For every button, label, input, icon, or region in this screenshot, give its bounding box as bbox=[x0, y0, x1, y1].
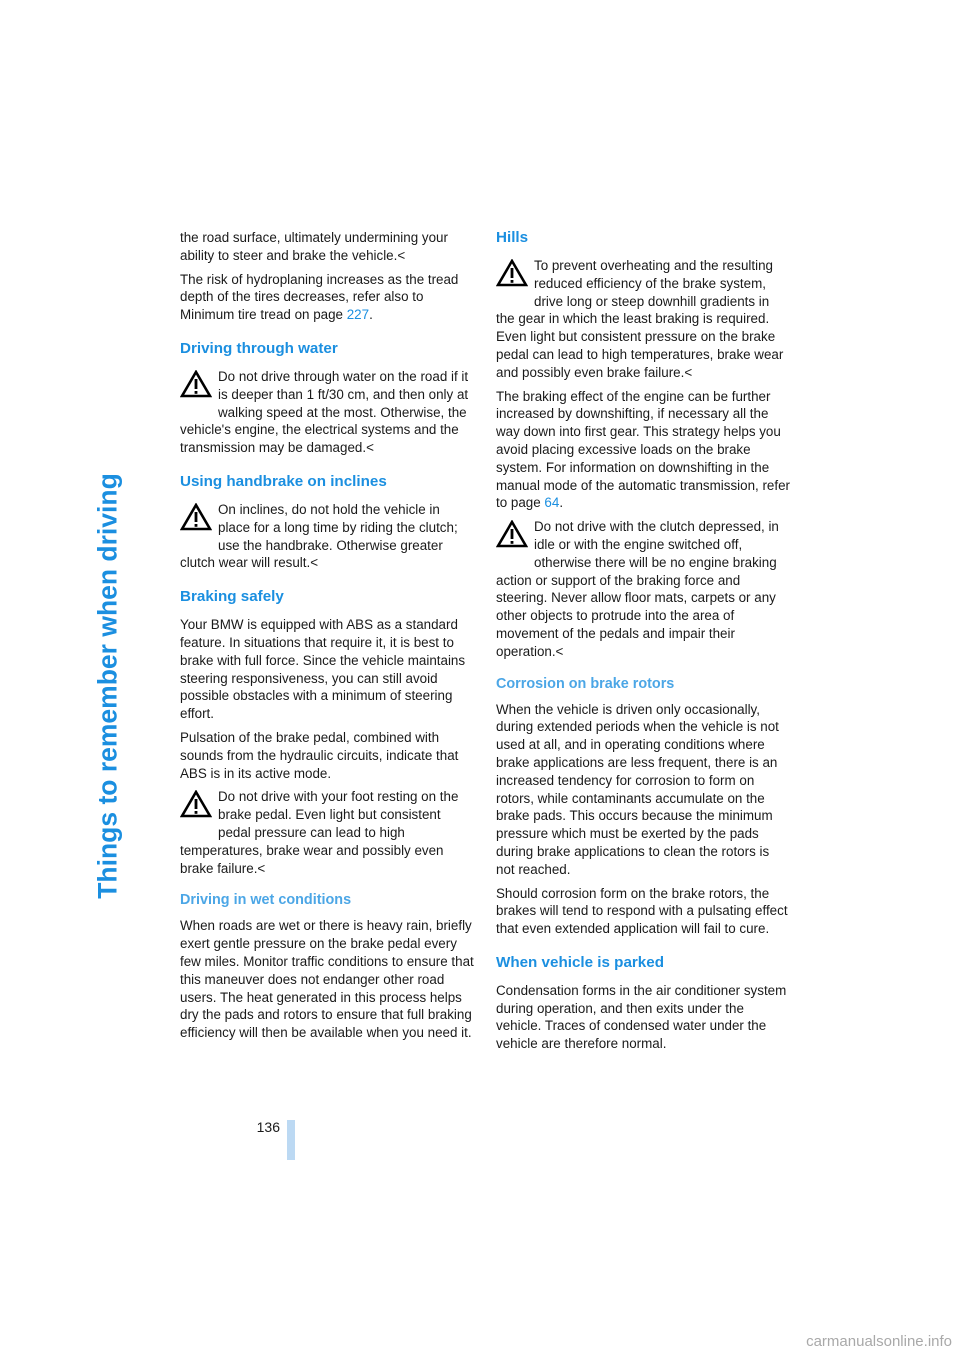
warning-foot-on-brake bbox=[180, 788, 474, 877]
parked-paragraph: Condensation forms in the air conditioner system during operation, and then exits under the vehicle. Traces of condensed water under the vehicle are therefore normal. bbox=[496, 982, 787, 1052]
warning-handbrake bbox=[180, 501, 474, 572]
heading-corrosion-brake-rotors: Corrosion on brake rotors bbox=[496, 675, 675, 692]
heading-vehicle-parked: When vehicle is parked bbox=[496, 953, 664, 971]
heading-braking-safely: Braking safely bbox=[180, 588, 284, 606]
watermark: carmanualsonline.info bbox=[806, 1333, 952, 1350]
right-column bbox=[496, 229, 790, 1059]
pulsation-paragraph: Pulsation of the brake pedal, combined with sounds from the hydraulic circuits, indicate that ABS is in its active mode. bbox=[180, 729, 459, 781]
warning-triangle-icon bbox=[180, 503, 218, 537]
warning-foot-text: Do not drive with your foot resting on the brake pedal. Even light but consistent pedal pressure can lead to high temperatures, brake wear and possibly even brake failure.< bbox=[180, 789, 459, 876]
hydroplaning-paragraph bbox=[180, 271, 474, 324]
page-link-227[interactable]: 227 bbox=[346, 307, 370, 323]
page-link-64[interactable]: 64 bbox=[544, 495, 560, 511]
heading-handbrake-inclines: Using handbrake on inclines bbox=[180, 472, 387, 490]
page-marker-bar bbox=[287, 1120, 295, 1160]
warning-water-text: Do not drive through water on the road if it is deeper than 1 ft/30 cm, and then only at walking speed at the most. Otherwise, the vehicle's engine, the electrical systems and the transmission may be damaged.< bbox=[180, 368, 469, 456]
abs-paragraph: Your BMW is equipped with ABS as a standard feature. In situations that require it, it is best to brake with full force. Since the vehicle maintains steering responsiveness, you can still avoid possible obstacles with a minimum of steering effort. bbox=[180, 617, 466, 722]
warning-handbrake-text: On inclines, do not hold the vehicle in place for a long time by riding the clutch; use the handbrake. Otherwise greater clutch wear will result.< bbox=[180, 501, 458, 571]
corrosion-paragraph: When the vehicle is driven only occasionally, during extended periods when the vehicle is not used at all, and in operating conditions where brake applications are less frequent, there is an increased tendency for corrosion to form on rotors, while contaminants accumulate on the brake pads. This occurs because the minimum pressure which must be exerted by the pads during brake applications to clean the rotors is not reached. bbox=[496, 701, 779, 877]
heading-wet-conditions: Driving in wet conditions bbox=[180, 892, 352, 909]
hydroplaning-text: The risk of hydroplaning increases as the tread depth of the tires decreases, refer also to Minimum tire tread on page bbox=[180, 271, 459, 323]
engine-braking-paragraph bbox=[496, 388, 790, 513]
warning-triangle-icon bbox=[180, 790, 218, 824]
intro-paragraph: the road surface, ultimately undermining your ability to steer and brake the vehicle.< bbox=[180, 230, 448, 263]
wet-conditions-paragraph: When roads are wet or there is heavy rain, briefly exert gentle pressure on the brake pedal every few miles. Monitor traffic conditions to ensure that this maneuver does not endanger other road users. The heat generated in this process helps dry the pads and rotors to ensure that full braking efficiency will then be available when you need it. bbox=[180, 918, 474, 1041]
warning-hills bbox=[496, 257, 790, 382]
engine-braking-end: . bbox=[559, 495, 564, 511]
corrosion-paragraph-2: Should corrosion form on the brake rotors, the brakes will tend to respond with a pulsating effect that even extended application will fail to cure. bbox=[496, 885, 788, 937]
warning-triangle-icon bbox=[180, 370, 218, 404]
heading-driving-through-water: Driving through water bbox=[180, 339, 338, 357]
chapter-title: Things to remember when driving bbox=[92, 473, 123, 899]
engine-braking-text: The braking effect of the engine can be further increased by downshifting, if necessary all the way down into first gear. This strategy helps you avoid placing excessive loads on the brake system. For information on downshifting in the manual mode of the automatic transmission, refer to page bbox=[496, 388, 790, 511]
warning-water bbox=[180, 368, 474, 457]
heading-hills: Hills bbox=[496, 229, 529, 246]
warning-clutch-text: Do not drive with the clutch depressed, in idle or with the engine switched off, otherwise there will be no engine braking action or support of the braking force and steering. Never allow floor mats, carpets or any other objects to protrude into the area of movement of the pedals and impair their operation.< bbox=[496, 519, 779, 659]
warning-hills-text: To prevent overheating and the resulting reduced efficiency of the brake system, drive long or steep downhill gradients in the gear in which the least braking is required. Even light but consistent pressure on the brake pedal can lead to high temperatures, brake wear and possibly even brake failure.< bbox=[496, 258, 784, 380]
warning-triangle-icon bbox=[496, 520, 534, 554]
page-number: 136 bbox=[256, 1119, 280, 1135]
hydroplaning-end: . bbox=[369, 307, 373, 323]
warning-clutch bbox=[496, 518, 790, 660]
left-column bbox=[180, 229, 474, 1048]
warning-triangle-icon bbox=[496, 259, 534, 293]
